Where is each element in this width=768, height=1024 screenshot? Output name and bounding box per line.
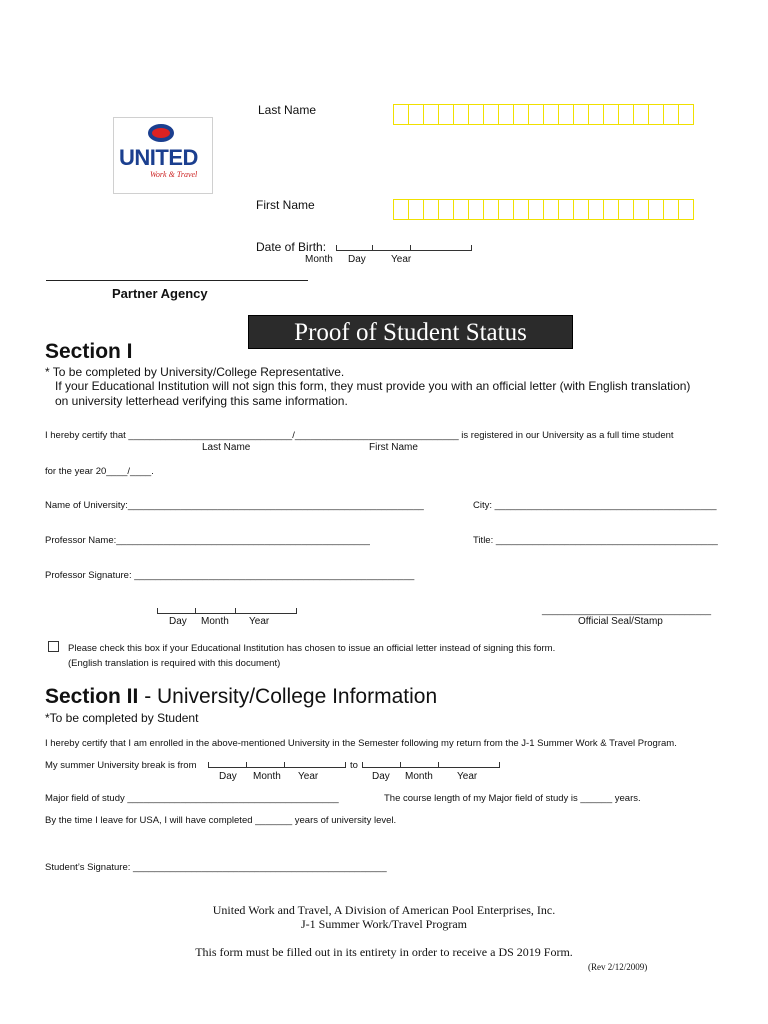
partner-agency-line[interactable] xyxy=(46,280,308,281)
dob-label: Date of Birth: xyxy=(256,240,327,254)
section1-heading: Section I xyxy=(45,340,133,363)
logo-emblem-icon xyxy=(148,124,174,142)
sig-day-label: Day xyxy=(169,616,187,627)
break-from-field[interactable] xyxy=(208,762,346,768)
revision-label: (Rev 2/12/2009) xyxy=(588,962,648,972)
dob-year-label: Year xyxy=(391,254,412,265)
dob-day-label: Day xyxy=(348,254,366,265)
checkbox-text: Please check this box if your Educational Institution has chosen to issue an official letter instead of signing this form. xyxy=(68,643,556,654)
break-from-day: Day xyxy=(219,771,237,782)
certify-last-name: Last Name xyxy=(202,442,251,453)
sig-year-label: Year xyxy=(249,616,270,627)
section2-heading: Section II xyxy=(45,685,139,708)
break-to-month: Month xyxy=(405,771,433,782)
official-letter-checkbox[interactable] xyxy=(48,641,59,652)
section1-note3: on university letterhead verifying this same information. xyxy=(55,394,348,408)
city-field[interactable]: City: __________________________________________ xyxy=(473,500,717,511)
enrolled-text: I hereby certify that I am enrolled in the above-mentioned University in the Semester following my return from the J-1 Summer Work & Travel Program. xyxy=(45,738,677,749)
section2-note: *To be completed by Student xyxy=(45,711,199,725)
checkbox-note: (English translation is required with this document) xyxy=(68,658,281,669)
break-to-field[interactable] xyxy=(362,762,500,768)
major-field[interactable]: Major field of study ________________________________________ xyxy=(45,793,339,804)
footer-line1: United Work and Travel, A Division of American Pool Enterprises, Inc. xyxy=(212,903,556,917)
break-from-month: Month xyxy=(253,771,281,782)
section2-heading-rest: - University/College Information xyxy=(138,685,438,708)
footer-line2: J-1 Summer Work/Travel Program xyxy=(300,917,468,931)
year-field[interactable]: for the year 20____/____. xyxy=(45,466,154,477)
university-field[interactable]: Name of University:________________________________________________________ xyxy=(45,500,424,511)
first-name-boxes[interactable] xyxy=(393,199,693,220)
logo-tagline: Work & Travel xyxy=(150,170,198,179)
break-label: My summer University break is from xyxy=(45,760,197,771)
first-name-label: First Name xyxy=(256,198,315,212)
dob-month-label: Month xyxy=(305,254,333,265)
signature-date-field[interactable] xyxy=(157,608,297,614)
break-to-year: Year xyxy=(457,771,478,782)
certify-first-name: First Name xyxy=(369,442,418,453)
form-title: Proof of Student Status xyxy=(248,315,573,349)
partner-agency-label: Partner Agency xyxy=(112,286,208,301)
logo-text: UNITED xyxy=(119,145,198,170)
professor-signature-field[interactable]: Professor Signature: _____________________________________________________ xyxy=(45,570,415,581)
sig-month-label: Month xyxy=(201,616,229,627)
section1-note2: If your Educational Institution will not sign this form, they must provide you with an official letter (with English translation) xyxy=(55,379,691,393)
last-name-label: Last Name xyxy=(258,103,317,117)
break-from-year: Year xyxy=(298,771,319,782)
completed-field[interactable]: By the time I leave for USA, I will have completed _______ years of university level. xyxy=(45,815,397,826)
break-to-label: to xyxy=(350,760,358,771)
seal-line[interactable]: ________________________________ xyxy=(542,605,712,616)
last-name-boxes[interactable] xyxy=(393,104,693,125)
break-to-day: Day xyxy=(372,771,390,782)
dob-field[interactable] xyxy=(336,245,472,251)
student-signature-field[interactable]: Student’s Signature: ________________________________________________ xyxy=(45,862,387,873)
seal-label: Official Seal/Stamp xyxy=(578,616,663,627)
footer-line3: This form must be filled out in its entirety in order to receive a DS 2019 Form. xyxy=(195,945,573,959)
united-logo xyxy=(113,117,213,194)
section1-note1: * To be completed by University/College Representative. xyxy=(45,365,345,379)
certify-text[interactable]: I hereby certify that _______________________________/_______________________________ is registered in our University as a full time student xyxy=(45,430,674,441)
course-length-field[interactable]: The course length of my Major field of study is ______ years. xyxy=(384,793,641,804)
professor-name-field[interactable]: Professor Name:________________________________________________ xyxy=(45,535,370,546)
title-field[interactable]: Title: __________________________________________ xyxy=(473,535,718,546)
section2-heading-wrap xyxy=(45,685,437,709)
